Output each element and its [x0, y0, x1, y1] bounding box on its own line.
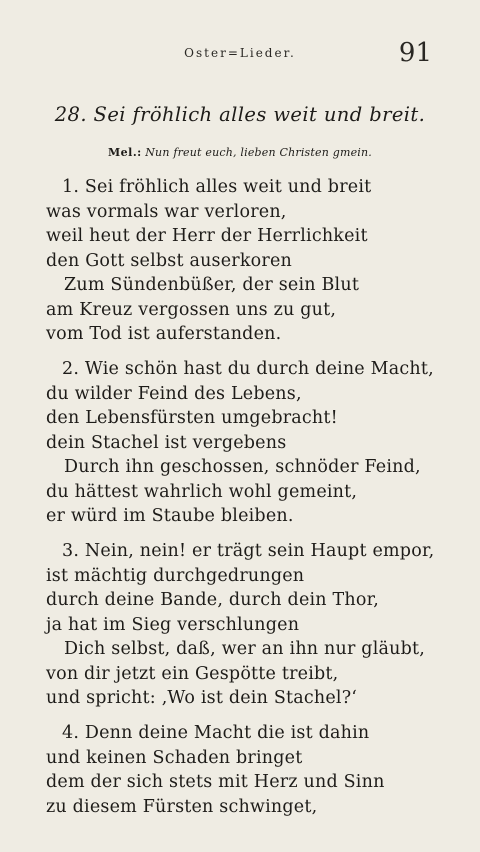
verse-line: durch deine Bande, durch dein Thor, — [46, 590, 380, 610]
verse-line: 3. Nein, nein! er trägt sein Haupt empor, — [62, 541, 435, 561]
verse-line: weil heut der Herr der Herrlichkeit — [46, 226, 368, 246]
hymn-title: 28. Sei fröhlich alles weit und breit. — [54, 103, 426, 126]
running-head: Oster=Lieder. — [184, 46, 296, 60]
verse-line: dein Stachel ist vergebens — [46, 432, 287, 453]
verse-line: du hättest wahrlich wohl gemeint, — [46, 481, 358, 502]
melody-line — [0, 146, 480, 159]
verse-line: ja hat im Sieg verschlungen — [46, 614, 300, 635]
verse-line: von dir jetzt ein Gespötte treibt, — [46, 663, 339, 684]
verse-line: du wilder Feind des Lebens, — [46, 383, 302, 404]
verse-line: 4. Denn deine Macht die ist dahin — [62, 723, 370, 743]
verse-line: Dich selbst, daß, wer an ihn nur gläubt, — [64, 639, 425, 659]
verse-line: Durch ihn geschossen, schnöder Feind, — [64, 457, 421, 477]
stanza-3 — [46, 539, 446, 711]
verse-line: zu diesem Fürsten schwinget, — [46, 796, 318, 817]
verse-line: was vormals war verloren, — [46, 201, 287, 222]
verse-line: er würd im Staube bleiben. — [46, 506, 294, 526]
verse-line: ist mächtig durchgedrungen — [46, 565, 305, 586]
stanza-4 — [46, 721, 446, 819]
stanza-2 — [46, 357, 446, 529]
verse-line: 1. Sei fröhlich alles weit und breit — [62, 177, 372, 197]
stanza-1 — [46, 175, 446, 347]
verse-line: dem der sich stets mit Herz und Sinn — [46, 772, 385, 792]
verse-line: Zum Sündenbüßer, der sein Blut — [64, 275, 360, 295]
page-number: 91 — [398, 38, 432, 68]
melody-text: Nun freut euch, lieben Christen gmein. — [145, 146, 372, 159]
verse-line: 2. Wie schön hast du durch deine Macht, — [62, 359, 434, 379]
verse-line: und spricht: ‚Wo ist dein Stachel?‘ — [46, 688, 358, 708]
melody-label: Mel.: — [107, 146, 142, 159]
verse-line: den Gott selbst auserkoren — [46, 250, 292, 271]
verse-line: und keinen Schaden bringet — [46, 747, 303, 768]
verse-line: vom Tod ist auferstanden. — [46, 324, 282, 344]
verse-line: am Kreuz vergossen uns zu gut, — [46, 299, 337, 320]
verse-line: den Lebensfürsten umgebracht! — [46, 408, 338, 428]
